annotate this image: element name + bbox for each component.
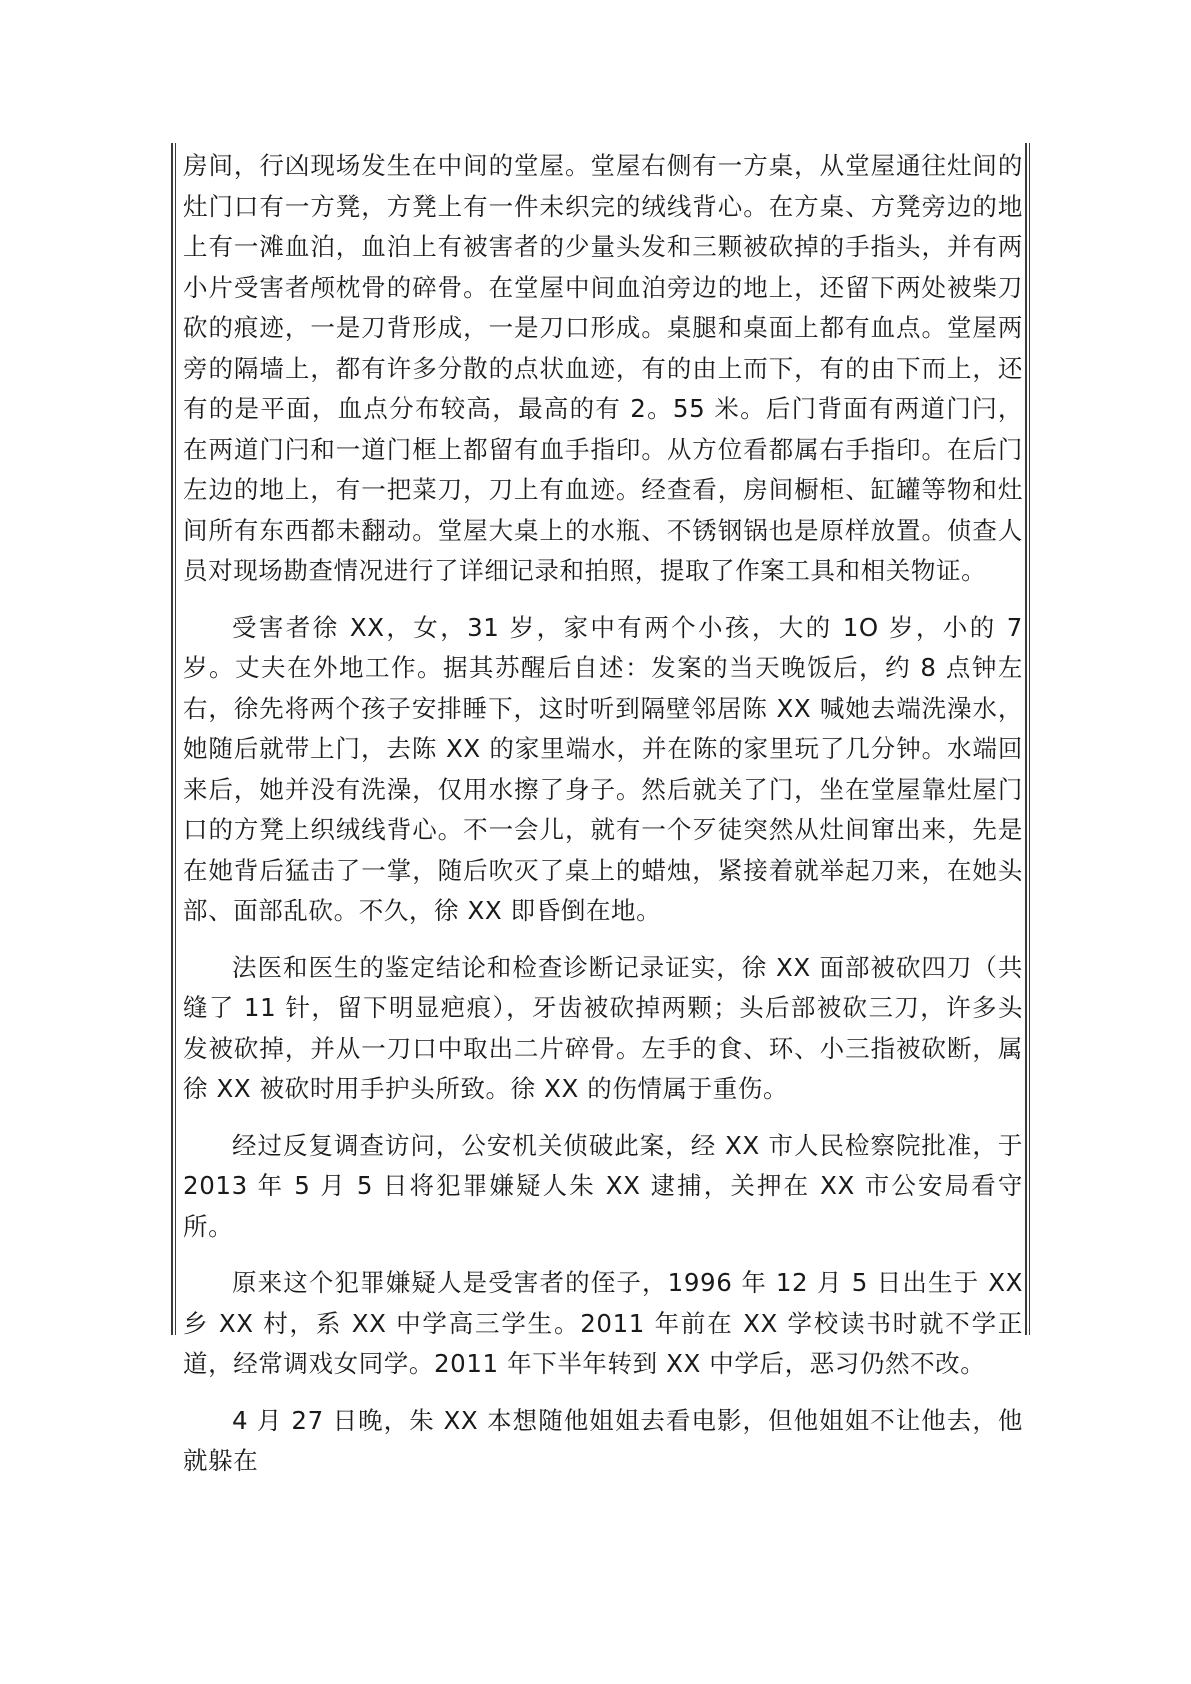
paragraph-suspect-background: 原来这个犯罪嫌疑人是受害者的侄子，1996 年 12 月 5 日出生于 XX 乡 XX 村，系 XX 中学高三学生。2011 年前在 XX 学校读书时就不学正道，经常调戏女同学。2011 年下半年转到 XX 中学后，恶习仍然不改。 [183,1268,1023,1378]
paragraph-arrest: 经过反复调查访问，公安机关侦破此案，经 XX 市人民检察院批准，于 2013 年 5 月 5 日将犯罪嫌疑人朱 XX 逮捕，关押在 XX 市公安局看守所。 [183,1130,1023,1241]
left-margin-rule [171,143,173,1335]
paragraph-forensic-findings: 法医和医生的鉴定结论和检查诊断记录证实，徐 XX 面部被砍四刀（共缝了 11 针，留下明显疤痕），牙齿被砍掉两颗；头后部被砍三刀，许多头发被砍掉，并从一刀口中取出二片碎骨。左手的食、环、小三指被砍断，属徐 XX 被砍时用手护头所致。徐 XX 的伤情属于重伤。 [183,952,1023,1103]
paragraph-april-27: 4 月 27 日晚，朱 XX 本想随他姐姐去看电影，但他姐姐不让他去，他就躲在 [183,1405,1023,1475]
document-body [183,146,1023,1482]
paragraph-crime-scene: 房间，行凶现场发生在中间的堂屋。堂屋右侧有一方桌，从堂屋通往灶间的灶门口有一方凳，方凳上有一件未织完的绒线背心。在方桌、方凳旁边的地上有一滩血泊，血泊上有被害者的少量头发和三颗被砍掉的手指头，并有两小片受害者颅枕骨的碎骨。在堂屋中间血泊旁边的地上，还留下两处被柴刀砍的痕迹，一是刀背形成，一是刀口形成。桌腿和桌面上都有血点。堂屋两旁的隔墙上，都有许多分散的点状血迹，有的由上而下，有的由下而上，还有的是平面，血点分布较高，最高的有 2。55 米。后门背面有两道门闩，在两道门闩和一道门框上都留有血手指印。从方位看都属右手指印。在后门左边的地上，有一把菜刀，刀上有血迹。经查看，房间橱柜、缸罐等物和灶间所有东西都未翻动。堂屋大桌上的水瓶、不锈钢锅也是原样放置。侦查人员对现场勘查情况进行了详细记录和拍照，提取了作案工具和相关物证。 [183,151,1023,585]
left-margin-rule-inner [175,143,176,1335]
right-margin-rule [1025,143,1027,1335]
paragraph-victim-statement: 受害者徐 XX，女，31 岁，家中有两个小孩，大的 1O 岁，小的 7 岁。丈夫在外地工作。据其苏醒后自述：发案的当天晚饭后，约 8 点钟左右，徐先将两个孩子安排睡下，这时听到隔壁邻居陈 XX 喊她去端洗澡水，她随后就带上门，去陈 XX 的家里端水，并在陈的家里玩了几分钟。水端回来后，她并没有洗澡，仅用水擦了身子。然后就关了门，坐在堂屋靠灶屋门口的方凳上织绒线背心。不一会儿，就有一个歹徒突然从灶间窜出来，先是在她背后猛击了一掌，随后吹灭了桌上的蜡烛，紧接着就举起刀来，在她头部、面部乱砍。不久，徐 XX 即昏倒在地。 [183,612,1023,925]
right-margin-rule-inner [1029,143,1030,1335]
